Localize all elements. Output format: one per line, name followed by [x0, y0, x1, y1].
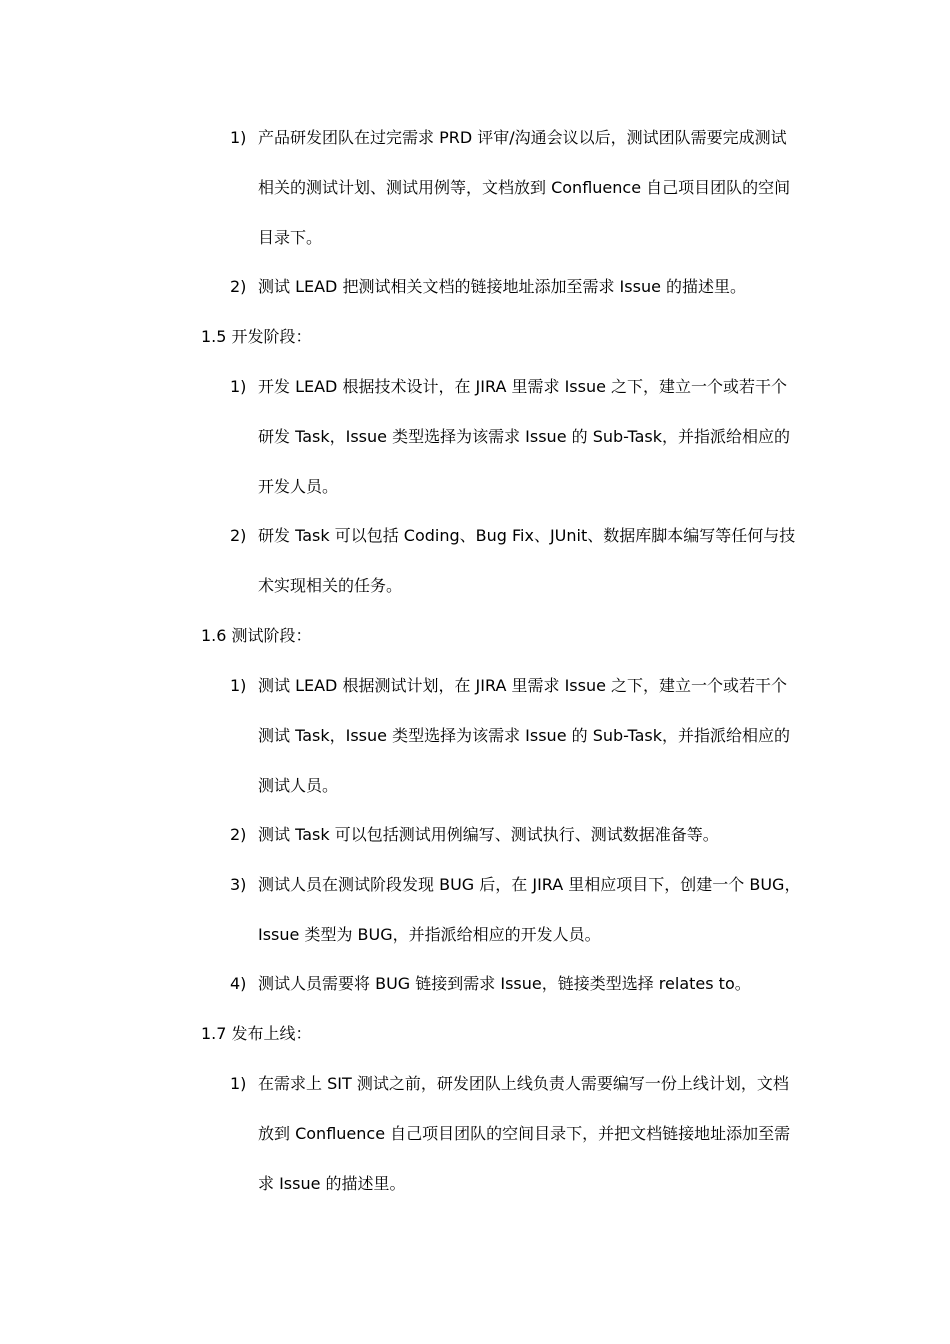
- item-text-line: 术实现相关的任务。: [258, 576, 403, 595]
- item-number: 3): [230, 875, 247, 894]
- item-text-line: 测试人员。: [258, 776, 339, 795]
- item-text-line: Issue 类型为 BUG，并指派给相应的开发人员。: [258, 925, 601, 944]
- item-text-line: 研发 Task 可以包括 Coding、Bug Fix、JUnit、数据库脚本编写等任何与技: [258, 526, 796, 545]
- item-text-line: 测试 LEAD 根据测试计划，在 JIRA 里需求 Issue 之下，建立一个或若干个: [258, 676, 788, 695]
- item-text-line: 求 Issue 的描述里。: [258, 1174, 406, 1193]
- item-text-line: 开发 LEAD 根据技术设计，在 JIRA 里需求 Issue 之下，建立一个或若干个: [258, 377, 788, 396]
- item-number: 1): [230, 1074, 247, 1093]
- item-number: 4): [230, 974, 247, 993]
- item-text-line: 测试 Task，Issue 类型选择为该需求 Issue 的 Sub-Task，并指派给相应的: [258, 726, 791, 745]
- item-text-line: 放到 Confluence 自己项目团队的空间目录下，并把文档链接地址添加至需: [258, 1124, 791, 1143]
- section-heading: 1.6 测试阶段：: [201, 626, 312, 645]
- item-number: 1): [230, 676, 247, 695]
- item-text-line: 开发人员。: [258, 477, 339, 496]
- item-text-line: 相关的测试计划、测试用例等，文档放到 Confluence 自己项目团队的空间: [258, 178, 791, 197]
- item-number: 2): [230, 526, 247, 545]
- section-heading: 1.7 发布上线：: [201, 1024, 312, 1043]
- item-text-line: 测试 LEAD 把测试相关文档的链接地址添加至需求 Issue 的描述里。: [258, 277, 747, 296]
- item-number: 1): [230, 377, 247, 396]
- item-text-line: 研发 Task，Issue 类型选择为该需求 Issue 的 Sub-Task，并指派给相应的: [258, 427, 791, 446]
- item-text-line: 测试人员在测试阶段发现 BUG 后，在 JIRA 里相应项目下，创建一个 BUG，: [258, 875, 801, 894]
- item-text-line: 测试 Task 可以包括测试用例编写、测试执行、测试数据准备等。: [258, 825, 719, 844]
- item-text-line: 产品研发团队在过完需求 PRD 评审/沟通会议以后，测试团队需要完成测试: [258, 128, 787, 147]
- item-text-line: 测试人员需要将 BUG 链接到需求 Issue，链接类型选择 relates to。: [258, 974, 751, 993]
- item-number: 1): [230, 128, 247, 147]
- item-text-line: 目录下。: [258, 228, 323, 247]
- item-number: 2): [230, 277, 247, 296]
- section-heading: 1.5 开发阶段：: [201, 327, 312, 346]
- item-number: 2): [230, 825, 247, 844]
- item-text-line: 在需求上 SIT 测试之前，研发团队上线负责人需要编写一份上线计划，文档: [258, 1074, 789, 1093]
